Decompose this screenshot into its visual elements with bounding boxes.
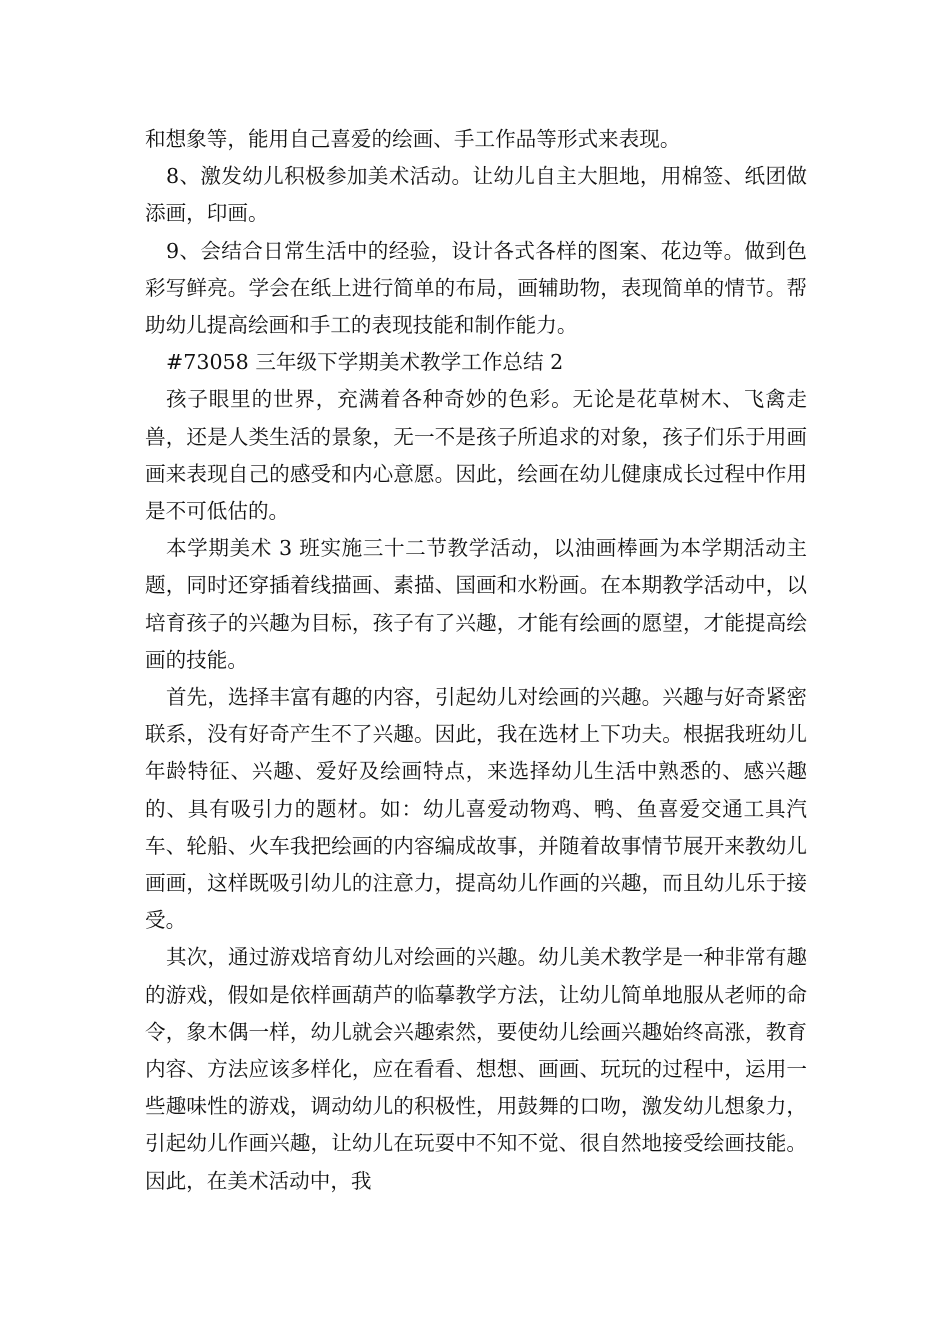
section-heading: #73058 三年级下学期美术教学工作总结 2: [166, 350, 564, 375]
paragraph-continuation: 和想象等，能用自己喜爱的绘画、手工作品等形式来表现。: [145, 127, 681, 151]
paragraph-semester: 本学期美术 3 班实施三十二节教学活动，以油画棒画为本学期活动主题，同时还穿插着线描画、素描、国画和水粉画。在本期教学活动中，以培育孩子的兴趣为目标，孩子有了兴趣，才能有绘画的愿望，才能提高绘画的技能。: [145, 536, 807, 672]
paragraph-second-point: 其次，通过游戏培育幼儿对绘画的兴趣。幼儿美术教学是一种非常有趣的游戏，假如是依样画葫芦的临摹教学方法，让幼儿简单地服从老师的命令，象木偶一样，幼儿就会兴趣索然，要使幼儿绘画兴趣始终高涨，教育内容、方法应该多样化，应在看看、想想、画画、玩玩的过程中，运用一些趣味性的游戏，调动幼儿的积极性，用鼓舞的口吻，激发幼儿想象力，引起幼儿作画兴趣，让幼儿在玩耍中不知不觉、很自然地接受绘画技能。因此，在美术活动中，我: [145, 945, 807, 1193]
paragraph-first-point: 首先，选择丰富有趣的内容，引起幼儿对绘画的兴趣。兴趣与好奇紧密联系，没有好奇产生不了兴趣。因此，我在选材上下功夫。根据我班幼儿年龄特征、兴趣、爱好及绘画特点，来选择幼儿生活中熟悉的、感兴趣的、具有吸引力的题材。如：幼儿喜爱动物鸡、鸭、鱼喜爱交通工具汽车、轮船、火车我把绘画的内容编成故事，并随着故事情节展开来教幼儿画画，这样既吸引幼儿的注意力，提高幼儿作画的兴趣，而且幼儿乐于接受。: [145, 685, 807, 933]
paragraph-item-9: 9、会结合日常生活中的经验，设计各式各样的图案、花边等。做到色彩写鲜亮。学会在纸上进行简单的布局，画辅助物，表现简单的情节。帮助幼儿提高绘画和手工的表现技能和制作能力。: [145, 238, 807, 338]
paragraph-intro: 孩子眼里的世界，充满着各种奇妙的色彩。无论是花草树木、飞禽走兽，还是人类生活的景象，无一不是孩子所追求的对象，孩子们乐于用画画来表现自己的感受和内心意愿。因此，绘画在幼儿健康成长过程中作用是不可低估的。: [145, 387, 807, 524]
document-body: [145, 121, 807, 1200]
paragraph-item-8: 8、激发幼儿积极参加美术活动。让幼儿自主大胆地，用棉签、纸团做添画，印画。: [145, 164, 807, 226]
